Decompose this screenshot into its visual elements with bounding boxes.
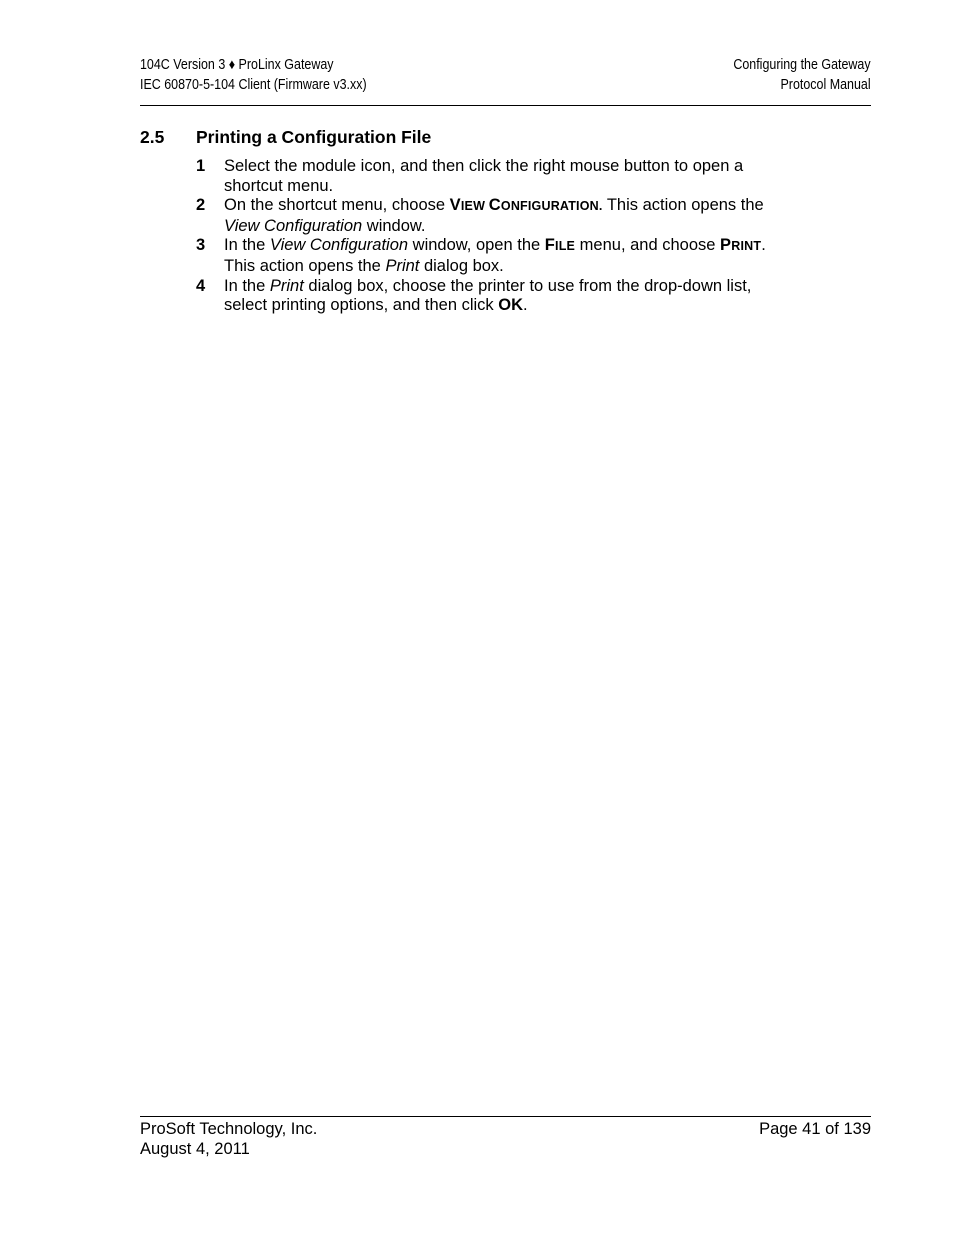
page-footer xyxy=(140,1116,871,1158)
step-1 xyxy=(196,157,796,196)
step-text: . xyxy=(523,296,528,315)
header-firmware-line: IEC 60870-5-104 Client (Firmware v3.xx) xyxy=(140,76,367,93)
step-text-line xyxy=(224,296,796,316)
header-right xyxy=(734,56,871,95)
step-text: . xyxy=(761,236,766,255)
footer-right xyxy=(759,1120,871,1140)
ok-label: OK xyxy=(498,296,523,315)
step-text: On the shortcut menu, choose xyxy=(224,196,450,215)
step-text-line: shortcut menu. xyxy=(224,176,334,195)
step-text: This action opens the xyxy=(224,256,386,275)
step-text: menu, and choose xyxy=(575,236,721,255)
step-number: 4 xyxy=(196,276,206,295)
command-print: PRINT xyxy=(720,236,762,255)
footer-company: ProSoft Technology, Inc. xyxy=(140,1120,318,1138)
step-2 xyxy=(196,196,796,236)
window-name: View Configuration xyxy=(269,236,409,255)
page-header xyxy=(140,56,871,106)
step-text: In the xyxy=(224,276,270,295)
step-text: select printing options, and then click xyxy=(224,296,499,315)
step-text: dialog box. xyxy=(419,256,504,275)
step-text-line: Select the module icon, and then click the right mouse button to open a xyxy=(224,157,744,175)
step-4 xyxy=(196,277,796,316)
step-text-line xyxy=(224,236,796,257)
dialog-name: Print xyxy=(269,276,304,295)
footer-date: August 4, 2011 xyxy=(140,1139,250,1158)
step-number: 1 xyxy=(196,157,206,175)
step-text-line xyxy=(224,196,796,217)
section-title: Printing a Configuration File xyxy=(196,127,432,147)
step-number: 2 xyxy=(196,196,206,215)
header-manual-line: Protocol Manual xyxy=(780,76,871,93)
step-3 xyxy=(196,236,796,276)
header-left xyxy=(140,56,367,95)
footer-left xyxy=(140,1120,317,1159)
step-text-line xyxy=(224,257,796,277)
command-file: FILE xyxy=(544,236,576,255)
section-2-5 xyxy=(140,126,840,315)
step-text: window, open the xyxy=(408,236,545,255)
step-text-line xyxy=(224,277,796,297)
step-text: window. xyxy=(362,216,426,235)
header-chapter-line: Configuring the Gateway xyxy=(733,57,871,73)
section-number: 2.5 xyxy=(140,127,165,147)
header-product-line: 104C Version 3 ♦ ProLinx Gateway xyxy=(140,57,334,73)
dialog-name: Print xyxy=(385,256,420,275)
footer-page-number: Page 41 of 139 xyxy=(759,1120,871,1138)
step-text: In the xyxy=(224,236,270,255)
steps-list xyxy=(196,157,796,316)
step-text: This action opens the xyxy=(602,196,764,215)
step-text-line xyxy=(224,217,796,237)
section-heading xyxy=(140,126,840,148)
command-view-configuration: VIEW CONFIGURATION. xyxy=(449,196,603,215)
step-text: dialog box, choose the printer to use from the drop-down list, xyxy=(303,276,752,295)
window-name: View Configuration xyxy=(224,216,363,235)
step-number: 3 xyxy=(196,236,206,255)
